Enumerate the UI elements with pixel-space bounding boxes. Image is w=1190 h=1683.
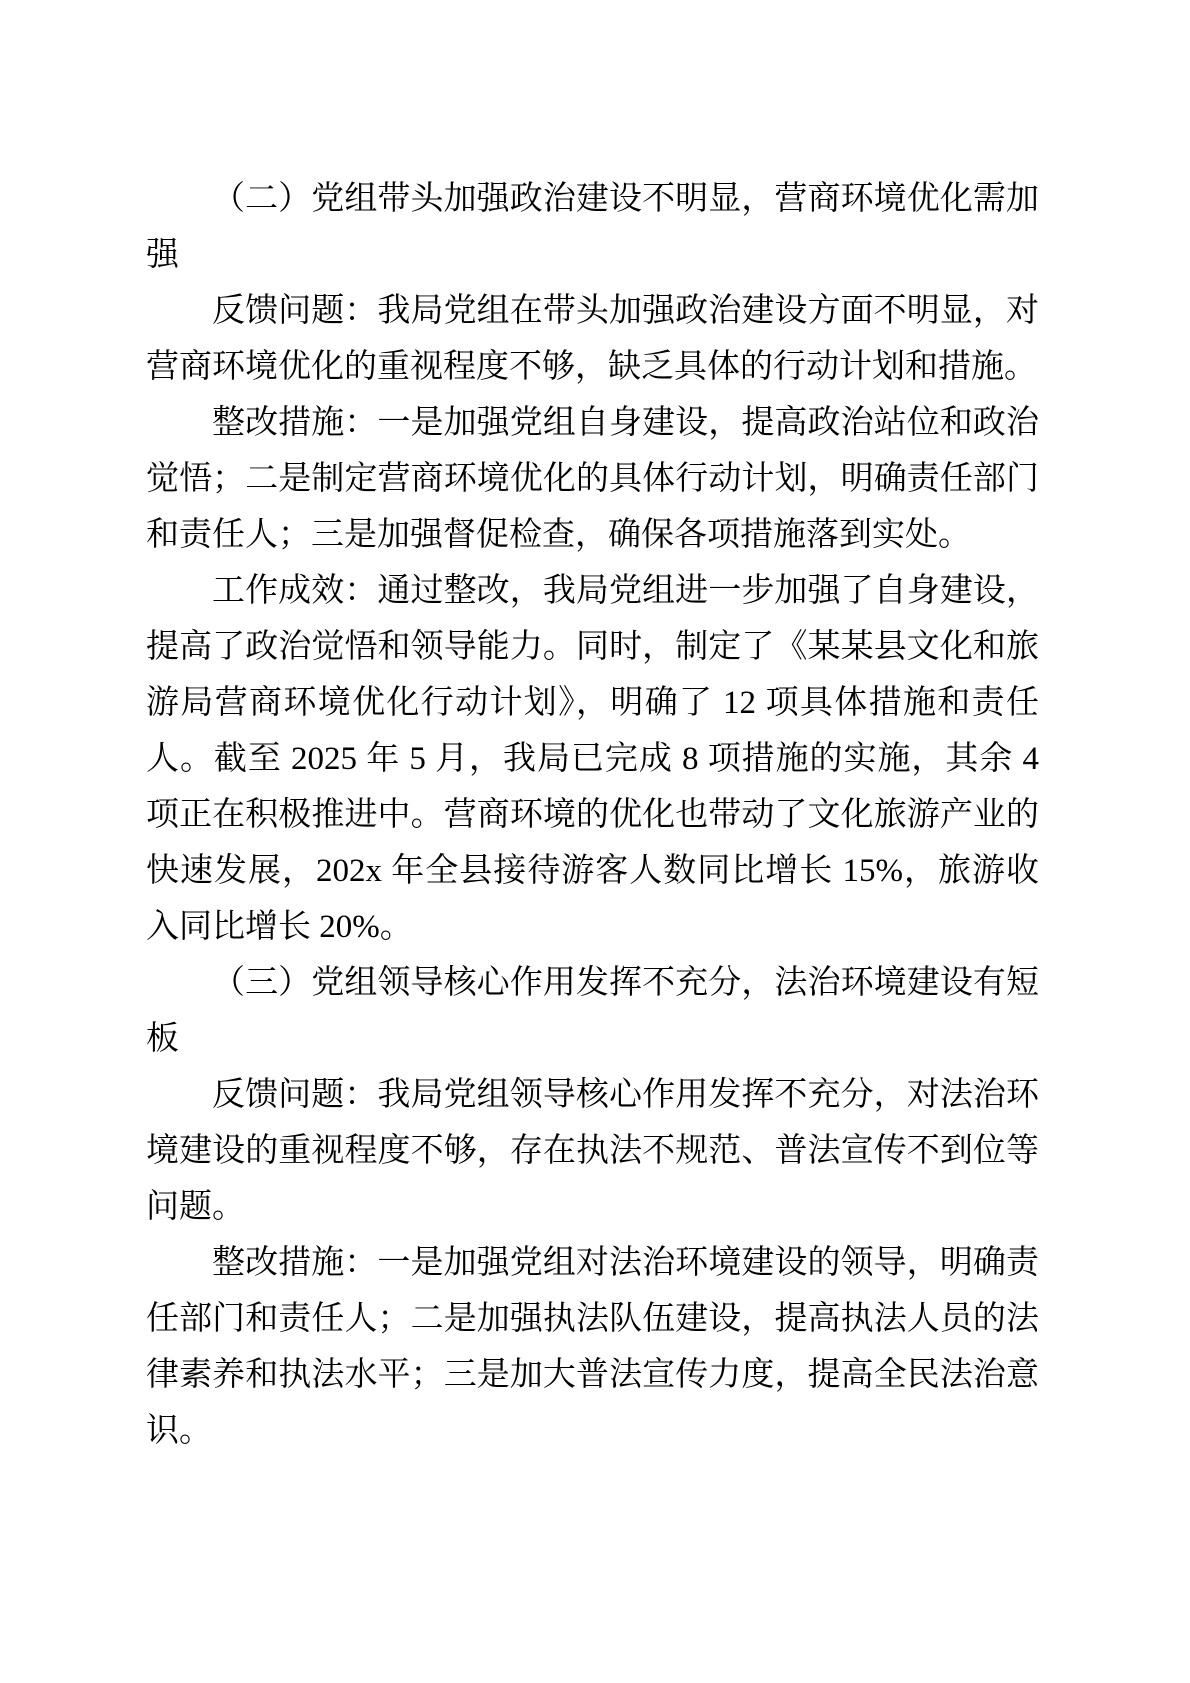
- section-heading-3: （三）党组领导核心作用发挥不充分，法治环境建设有短板: [146, 965, 1039, 1057]
- paragraph-feedback-issue-2: 反馈问题：我局党组在带头加强政治建设方面不明显，对营商环境优化的重视程度不够，缺乏具体的行动计划和措施。: [146, 293, 1039, 385]
- paragraph-rectification-measures-3: 整改措施：一是加强党组对法治环境建设的领导，明确责任部门和责任人；二是加强执法队伍建设，提高执法人员的法律素养和执法水平；三是加大普法宣传力度，提高全民法治意识。: [146, 1245, 1039, 1449]
- section-heading-2: （二）党组带头加强政治建设不明显，营商环境优化需加强: [146, 181, 1039, 273]
- paragraph-rectification-measures-2: 整改措施：一是加强党组自身建设，提高政治站位和政治觉悟；二是制定营商环境优化的具体行动计划，明确责任部门和责任人；三是加强督促检查，确保各项措施落到实处。: [146, 405, 1039, 553]
- paragraph-feedback-issue-3: 反馈问题：我局党组领导核心作用发挥不充分，对法治环境建设的重视程度不够，存在执法不规范、普法宣传不到位等问题。: [146, 1077, 1039, 1225]
- paragraph-work-results-2: 工作成效：通过整改，我局党组进一步加强了自身建设，提高了政治觉悟和领导能力。同时，制定了《某某县文化和旅游局营商环境优化行动计划》，明确了 12 项具体措施和责任人。截至 2025 年 5 月，我局已完成 8 项措施的实施，其余 4 项正在积极推进中。营商环境的优化也带动了文化旅游产业的快速发展，202x 年全县接待游客人数同比增长 15%，旅游收入同比增长 20%。: [146, 573, 1039, 945]
- document-body: [146, 171, 1039, 1459]
